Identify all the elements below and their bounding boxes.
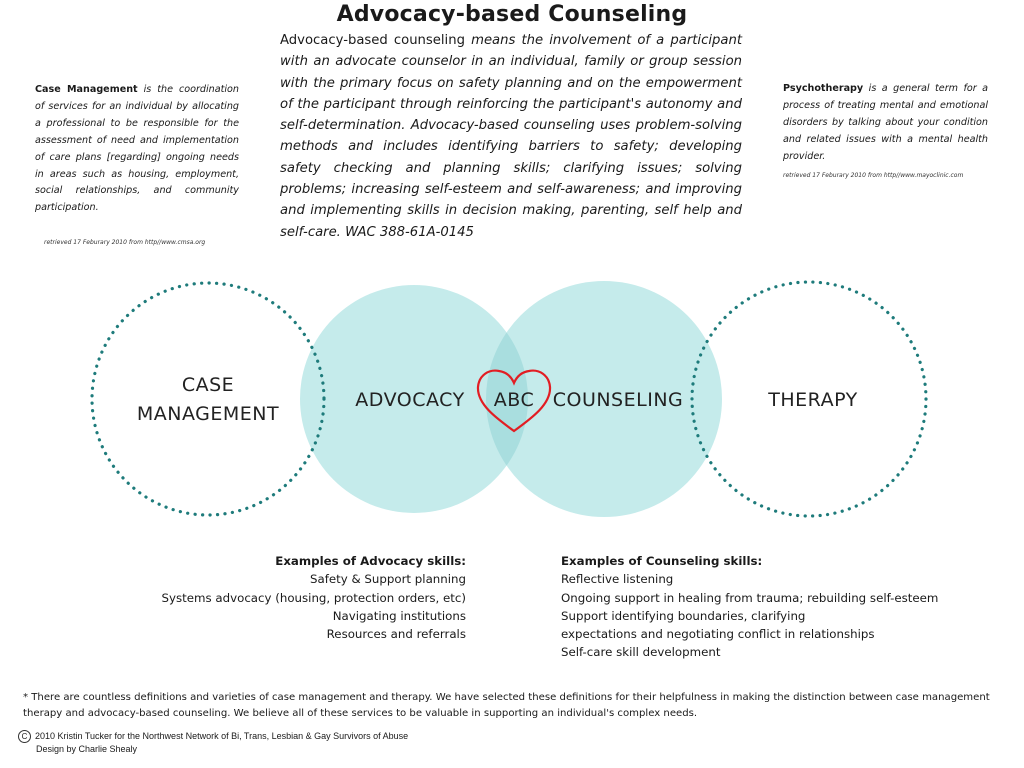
copyright-line2: Design by Charlie Shealy xyxy=(36,744,138,755)
psychotherapy-term: Psychotherapy xyxy=(783,83,864,94)
case-label-line1: CASE xyxy=(181,374,235,396)
list-item: Safety & Support planning xyxy=(309,572,466,587)
abc-label: ABC xyxy=(493,389,535,411)
list-item: Self-care skill development xyxy=(561,645,721,660)
definition-lead-term: Advocacy-based counseling xyxy=(280,33,465,48)
case-label-line2: MANAGEMENT xyxy=(136,403,280,425)
copyright xyxy=(18,730,518,755)
case-management-term: Case Management xyxy=(35,84,138,95)
advocacy-label: ADVOCACY xyxy=(355,389,465,411)
list-item: Support identifying boundaries, clarifying xyxy=(561,608,806,623)
copyright-icon: C xyxy=(18,730,31,743)
case-management-citation: retrieved 17 Feburary 2010 from http//www.cmsa.org xyxy=(44,239,206,246)
list-item: Ongoing support in healing from trauma; rebuilding self-esteem xyxy=(561,590,939,605)
page-title: Advocacy-based Counseling xyxy=(336,2,688,27)
list-item: Resources and referrals xyxy=(326,627,466,642)
list-item: expectations and negotiating conflict in relationships xyxy=(561,627,875,642)
psychotherapy-body: is a general term for a process of treating mental and emotional disorders by talking about your condition and related issues with a mental health provider. xyxy=(783,83,988,162)
list-item: Reflective listening xyxy=(561,572,674,587)
advocacy-skills-heading: Examples of Advocacy skills: xyxy=(275,554,466,568)
advocacy-skills-list xyxy=(150,552,466,643)
case-management-body: is the coordination of services for an individual by allocating a professional to be responsible for the assessment of need and implementation of care plans [regarding] ongoing needs in areas such as housing, employment, social relationships, and community participation. xyxy=(35,84,239,214)
list-item: Systems advocacy (housing, protection orders, etc) xyxy=(161,590,466,605)
footnote: * There are countless definitions and varieties of case management and therapy. We have selected these definitions for their helpfulness in making the distinction between case management therapy and advocacy-based counseling. We believe all of these services to be valuable in supporting an individual's complex needs. xyxy=(23,692,990,720)
therapy-label: THERAPY xyxy=(768,389,858,411)
counseling-skills-list xyxy=(561,552,961,662)
definition-body: means the involvement of a participant with an advocate counselor in an individual, family or group session with the primary focus on safety planning and on the empowerment of the participant through reinforcing the participant's autonomy and self-determination. Advocacy-based counseling uses problem-solving methods and includes identifying barriers to safety; developing safety checking and planning skills; clarifying issues; solving problems; increasing self-esteem and self-awareness; and improving and implementing skills in decision making, parenting, self help and self-care. WAC 388-61A-0145 xyxy=(280,33,742,240)
case-management-label xyxy=(128,371,288,429)
counseling-label: COUNSELING xyxy=(552,389,684,411)
counseling-skills-heading: Examples of Counseling skills: xyxy=(561,554,763,568)
list-item: Navigating institutions xyxy=(332,608,466,623)
copyright-line1: 2010 Kristin Tucker for the Northwest Network of Bi, Trans, Lesbian & Gay Survivors of Abuse xyxy=(35,731,409,741)
psychotherapy-citation: retrieved 17 Feburary 2010 from http//www.mayoclinic.com xyxy=(783,172,964,179)
